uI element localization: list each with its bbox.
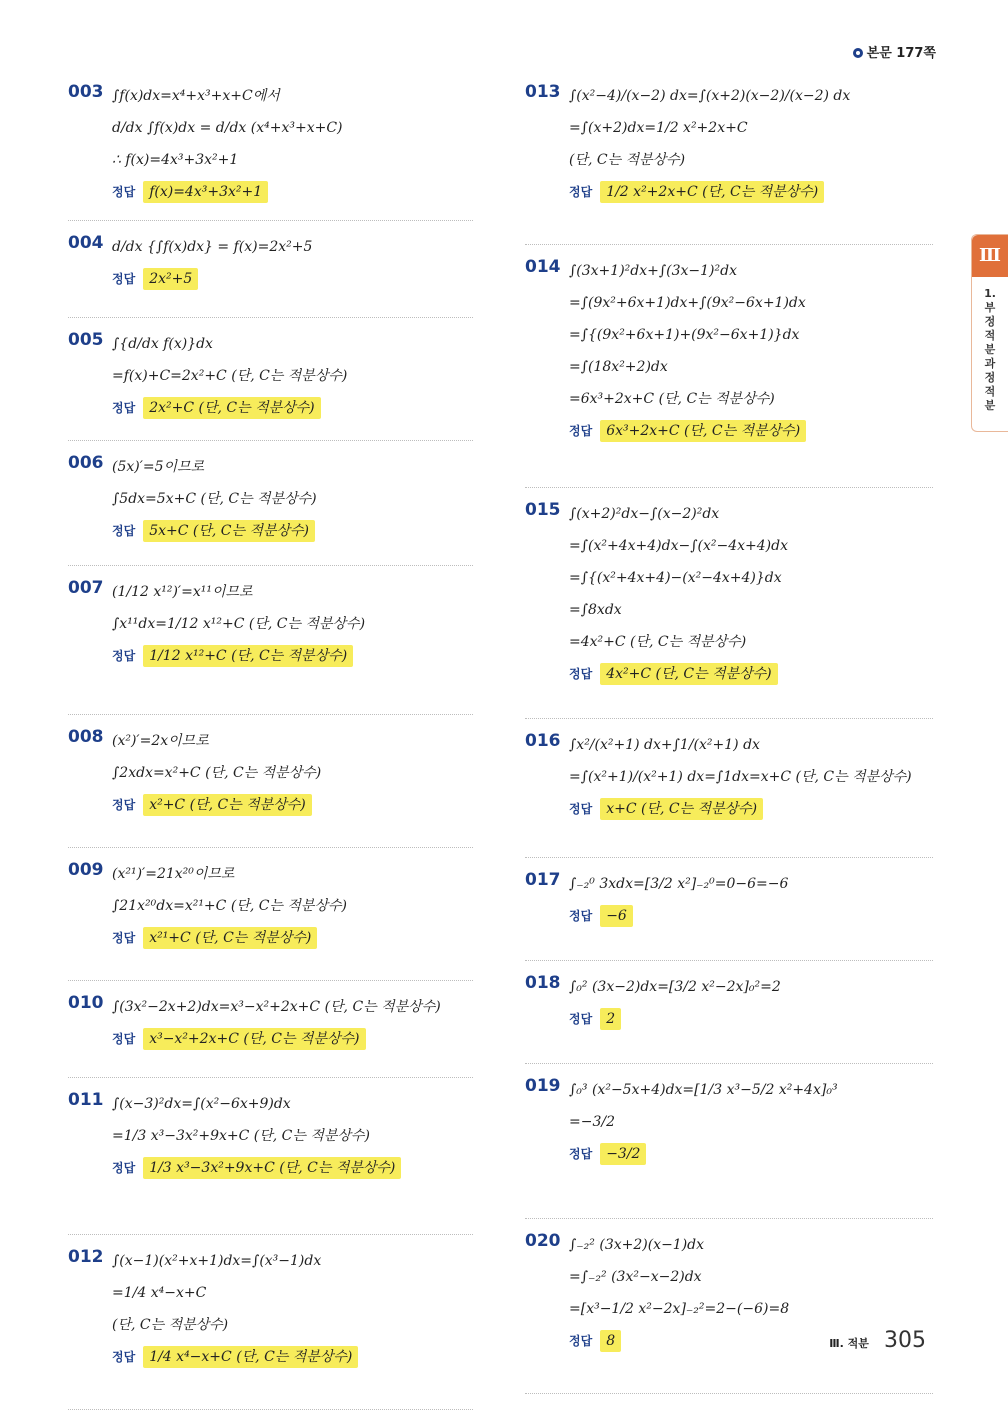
solution-line: ∫2xdx=x²+C (단, C는 적분상수) — [112, 765, 322, 781]
answer-label: 정답 — [569, 909, 593, 923]
answer-row — [112, 1343, 473, 1371]
solution-body — [112, 725, 473, 819]
answer-label: 정답 — [112, 1350, 136, 1364]
solution-line: =6x³+2x+C (단, C는 적분상수) — [569, 391, 775, 407]
answer-highlight: 1/12 x¹²+C (단, C는 적분상수) — [143, 645, 353, 667]
solution-line: ∫{d/dx f(x)}dx — [112, 336, 213, 352]
problem-020 — [525, 1219, 933, 1394]
problem-number: 013 — [525, 82, 561, 102]
answer-label: 정답 — [112, 931, 136, 945]
solution-line: ∫₋₂⁰ 3xdx=[3/2 x²]₋₂⁰=0−6=−6 — [569, 876, 789, 892]
solution-line: =∫(18x²+2)dx — [569, 359, 668, 375]
solution-line: (1/12 x¹²)′=x¹¹이므로 — [112, 584, 253, 600]
solution-line: (5x)′=5이므로 — [112, 459, 205, 475]
problem-007 — [68, 566, 473, 715]
solution-line: ∫(x−1)(x²+x+1)dx=∫(x³−1)dx — [112, 1253, 322, 1269]
answer-row — [569, 178, 933, 206]
solution-line: ∴ f(x)=4x³+3x²+1 — [112, 152, 239, 168]
answer-row — [112, 394, 473, 422]
answer-label: 정답 — [569, 1147, 593, 1161]
answer-row — [112, 924, 473, 952]
solution-line: ∫(x−3)²dx=∫(x²−6x+9)dx — [112, 1096, 291, 1112]
solution-line: (단, C는 적분상수) — [112, 1317, 229, 1333]
solution-line: =−3/2 — [569, 1114, 615, 1130]
problem-016 — [525, 719, 933, 858]
answer-label: 정답 — [112, 1032, 136, 1046]
answer-highlight: 6x³+2x+C (단, C는 적분상수) — [600, 420, 806, 442]
solution-line: ∫₋₂² (3x+2)(x−1)dx — [569, 1237, 705, 1253]
answer-highlight: 1/4 x⁴−x+C (단, C는 적분상수) — [143, 1346, 358, 1368]
page-footer — [829, 1328, 926, 1353]
answer-highlight: −6 — [600, 905, 633, 927]
solution-body — [569, 255, 933, 445]
solution-body — [112, 451, 473, 545]
solution-line: =∫{(x²+4x+4)−(x²−4x+4)}dx — [569, 570, 782, 586]
problem-number: 014 — [525, 257, 561, 277]
answer-row — [569, 902, 933, 930]
solution-line: ∫5dx=5x+C (단, C는 적분상수) — [112, 491, 317, 507]
problem-003 — [68, 70, 473, 221]
answer-label: 정답 — [569, 1334, 593, 1348]
problem-number: 008 — [68, 727, 104, 747]
solution-line: =∫(x²+1)/(x²+1) dx=∫1dx=x+C (단, C는 적분상수) — [569, 769, 912, 785]
problem-019 — [525, 1064, 933, 1219]
solution-body — [569, 868, 933, 930]
solution-body — [569, 498, 933, 688]
problem-number: 003 — [68, 82, 104, 102]
left-column — [68, 70, 473, 1410]
answer-highlight: −3/2 — [600, 1143, 646, 1165]
problem-number: 019 — [525, 1076, 561, 1096]
answer-label: 정답 — [569, 1012, 593, 1026]
problem-015 — [525, 488, 933, 719]
problem-number: 012 — [68, 1247, 104, 1267]
solution-line: d/dx {∫f(x)dx} = f(x)=2x²+5 — [112, 239, 313, 255]
page-number: 305 — [884, 1328, 926, 1353]
answer-label: 정답 — [112, 1161, 136, 1175]
problem-006 — [68, 441, 473, 566]
answer-label: 정답 — [112, 524, 136, 538]
answer-label: 정답 — [112, 185, 136, 199]
solution-line: ∫(x²−4)/(x−2) dx=∫(x+2)(x−2)/(x−2) dx — [569, 88, 851, 104]
solution-line: ∫21x²⁰dx=x²¹+C (단, C는 적분상수) — [112, 898, 347, 914]
answer-highlight: 4x²+C (단, C는 적분상수) — [600, 663, 777, 685]
chapter-numeral: Ⅲ — [972, 235, 1008, 277]
problem-014 — [525, 245, 933, 488]
solution-line: =1/3 x³−3x²+9x+C (단, C는 적분상수) — [112, 1128, 370, 1144]
problem-number: 017 — [525, 870, 561, 890]
answer-highlight: 5x+C (단, C는 적분상수) — [143, 520, 315, 542]
problem-018 — [525, 961, 933, 1064]
solution-body — [569, 729, 933, 823]
answer-highlight: f(x)=4x³+3x²+1 — [143, 181, 268, 203]
answer-highlight: x²¹+C (단, C는 적분상수) — [143, 927, 317, 949]
answer-row — [112, 265, 473, 293]
answer-row — [112, 1025, 473, 1053]
answer-highlight: 2 — [600, 1008, 621, 1030]
answer-highlight: x³−x²+2x+C (단, C는 적분상수) — [143, 1028, 365, 1050]
problem-005 — [68, 318, 473, 441]
problem-017 — [525, 858, 933, 961]
problem-number: 011 — [68, 1090, 104, 1110]
answer-highlight: 8 — [600, 1330, 621, 1352]
problem-number: 005 — [68, 330, 104, 350]
answer-row — [112, 1154, 473, 1182]
solution-body — [112, 80, 473, 206]
solution-line: =4x²+C (단, C는 적분상수) — [569, 634, 747, 650]
answer-row — [569, 1140, 933, 1168]
solution-line: (x²¹)′=21x²⁰이므로 — [112, 866, 235, 882]
solution-body — [112, 991, 473, 1053]
solution-line: ∫₀³ (x²−5x+4)dx=[1/3 x³−5/2 x²+4x]₀³ — [569, 1082, 838, 1098]
problem-004 — [68, 221, 473, 318]
answer-row — [112, 178, 473, 206]
problem-012 — [68, 1235, 473, 1410]
answer-row — [569, 795, 933, 823]
solution-line: =∫{(9x²+6x+1)+(9x²−6x+1)}dx — [569, 327, 800, 343]
answer-highlight: 1/3 x³−3x²+9x+C (단, C는 적분상수) — [143, 1157, 401, 1179]
problem-number: 018 — [525, 973, 561, 993]
answer-label: 정답 — [112, 798, 136, 812]
problem-number: 016 — [525, 731, 561, 751]
solution-body — [569, 80, 933, 206]
answer-row — [569, 660, 933, 688]
solution-line: =[x³−1/2 x²−2x]₋₂²=2−(−6)=8 — [569, 1301, 790, 1317]
solution-body — [112, 858, 473, 952]
solution-body — [112, 1088, 473, 1182]
solution-line: d/dx ∫f(x)dx = d/dx (x⁴+x³+x+C) — [112, 120, 343, 136]
right-column — [525, 70, 933, 1394]
circle-bullet-icon — [853, 48, 863, 58]
answer-highlight: 2x²+C (단, C는 적분상수) — [143, 397, 320, 419]
problem-number: 004 — [68, 233, 104, 253]
solution-body — [112, 1245, 473, 1371]
footer-section: Ⅲ. 적분 — [829, 1337, 869, 1350]
solution-line: =∫(x+2)dx=1/2 x²+2x+C — [569, 120, 748, 136]
solution-body — [112, 328, 473, 422]
solution-body — [112, 231, 473, 293]
problem-number: 020 — [525, 1231, 561, 1251]
answer-label: 정답 — [112, 401, 136, 415]
problem-009 — [68, 848, 473, 981]
problem-number: 010 — [68, 993, 104, 1013]
solution-body — [112, 576, 473, 670]
answer-highlight: x+C (단, C는 적분상수) — [600, 798, 763, 820]
problem-008 — [68, 715, 473, 848]
problem-011 — [68, 1078, 473, 1235]
answer-row — [112, 517, 473, 545]
answer-highlight: x²+C (단, C는 적분상수) — [143, 794, 312, 816]
solution-line: ∫x²/(x²+1) dx+∫1/(x²+1) dx — [569, 737, 760, 753]
solution-line: (x²)′=2x이므로 — [112, 733, 209, 749]
solution-line: =∫₋₂² (3x²−x−2)dx — [569, 1269, 702, 1285]
problem-010 — [68, 981, 473, 1078]
answer-label: 정답 — [569, 802, 593, 816]
answer-row — [569, 417, 933, 445]
answer-highlight: 1/2 x²+2x+C (단, C는 적분상수) — [600, 181, 824, 203]
answer-row — [112, 791, 473, 819]
solution-line: =1/4 x⁴−x+C — [112, 1285, 207, 1301]
problem-number: 007 — [68, 578, 104, 598]
solution-line: ∫(3x²−2x+2)dx=x³−x²+2x+C (단, C는 적분상수) — [112, 999, 441, 1015]
answer-label: 정답 — [112, 649, 136, 663]
page-reference: 본문 177쪽 — [853, 42, 936, 61]
chapter-tab — [971, 234, 1008, 432]
problem-number: 009 — [68, 860, 104, 880]
problem-number: 015 — [525, 500, 561, 520]
answer-label: 정답 — [569, 667, 593, 681]
solution-line: ∫(3x+1)²dx+∫(3x−1)²dx — [569, 263, 737, 279]
answer-label: 정답 — [569, 185, 593, 199]
solution-line: (단, C는 적분상수) — [569, 152, 686, 168]
solution-line: ∫₀² (3x−2)dx=[3/2 x²−2x]₀²=2 — [569, 979, 781, 995]
answer-row — [569, 1005, 933, 1033]
solution-line: =∫8xdx — [569, 602, 622, 618]
answer-highlight: 2x²+5 — [143, 268, 198, 290]
solution-body — [569, 1074, 933, 1168]
solution-line: ∫x¹¹dx=1/12 x¹²+C (단, C는 적분상수) — [112, 616, 366, 632]
solution-line: =∫(x²+4x+4)dx−∫(x²−4x+4)dx — [569, 538, 788, 554]
problem-013 — [525, 70, 933, 245]
answer-row — [112, 642, 473, 670]
chapter-title: 1. 부정적분과 정적분 — [984, 287, 996, 412]
solution-line: ∫f(x)dx=x⁴+x³+x+C에서 — [112, 88, 280, 104]
problem-number: 006 — [68, 453, 104, 473]
answer-label: 정답 — [112, 272, 136, 286]
solution-body — [569, 971, 933, 1033]
answer-label: 정답 — [569, 424, 593, 438]
solution-line: =f(x)+C=2x²+C (단, C는 적분상수) — [112, 368, 348, 384]
solution-line: =∫(9x²+6x+1)dx+∫(9x²−6x+1)dx — [569, 295, 806, 311]
solution-line: ∫(x+2)²dx−∫(x−2)²dx — [569, 506, 720, 522]
